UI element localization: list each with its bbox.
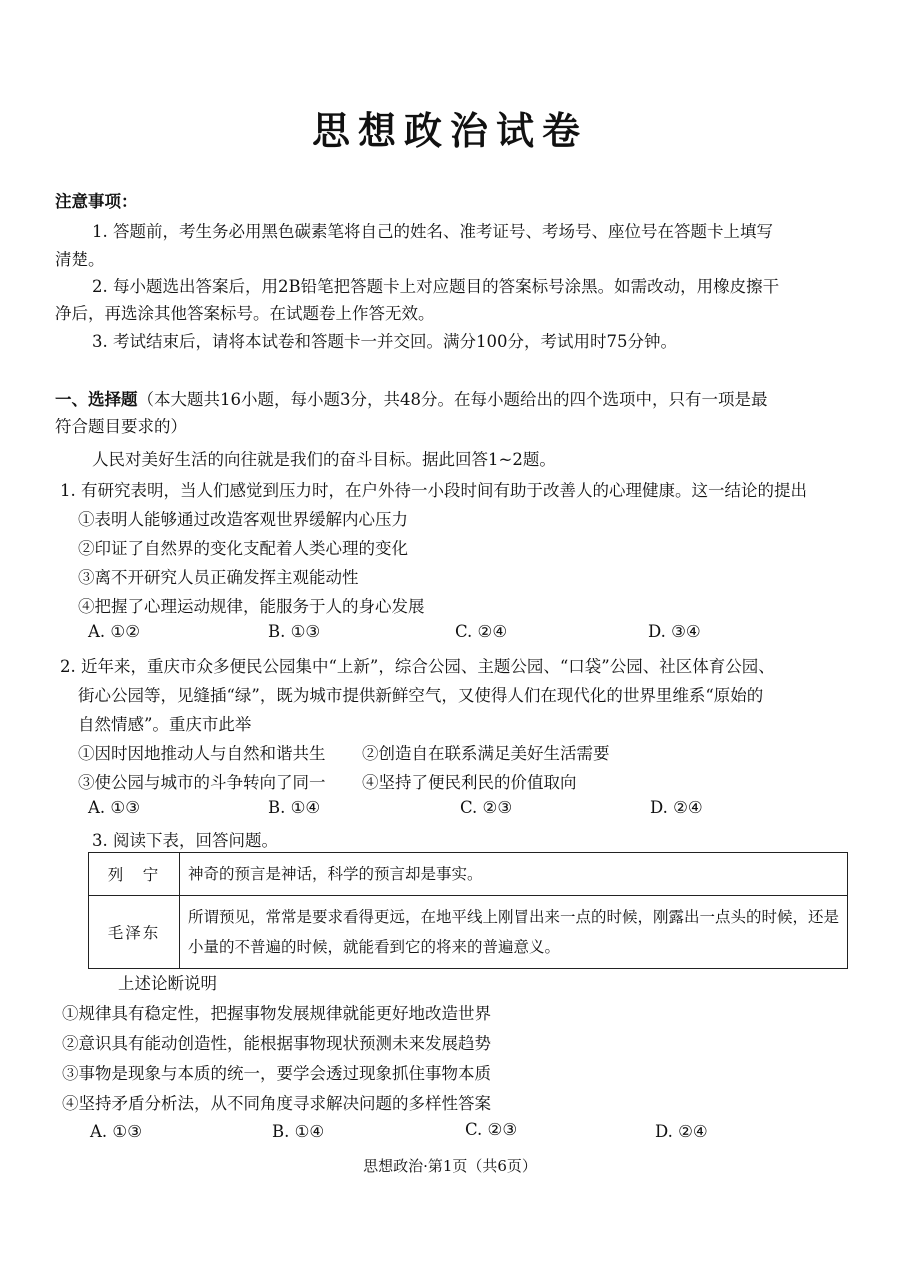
question-2-stem: 街心公园等，见缝插“绿”，既为城市提供新鲜空气，又使得人们在现代化的世界里维系“原始的: [78, 686, 764, 705]
table-row: [89, 896, 848, 969]
page-footer: 思想政治·第1页（共6页）: [363, 1157, 537, 1175]
q3-option-d: D. ②④: [655, 1122, 708, 1141]
q3-item: ①规律具有稳定性，把握事物发展规律就能更好地改造世界: [62, 1004, 491, 1023]
q3-option-b: B. ①④: [272, 1122, 325, 1141]
q3-item: ②意识具有能动创造性，能根据事物现状预测未来发展趋势: [62, 1034, 491, 1053]
q3-item: ③事物是现象与本质的统一，要学会透过现象抓住事物本质: [62, 1064, 491, 1083]
section-desc: （本大题共16小题，每小题3分，共48分。在每小题给出的四个选项中，只有一项是最: [137, 390, 768, 409]
q2-item: ②创造自在联系满足美好生活需要: [362, 744, 610, 763]
quote-table: [88, 852, 848, 969]
question-3-stem: 3. 阅读下表，回答问题。: [92, 831, 278, 850]
q2-option-b: B. ①④: [268, 798, 321, 817]
section-title: 一、选择题: [55, 390, 138, 409]
notice-item: 净后，再选涂其他答案标号。在试题卷上作答无效。: [55, 304, 435, 323]
notice-item: 1. 答题前，考生务必用黑色碳素笔将自己的姓名、准考证号、考场号、座位号在答题卡上填写: [92, 222, 773, 241]
q1-item: ②印证了自然界的变化支配着人类心理的变化: [78, 539, 408, 558]
q1-item: ③离不开研究人员正确发挥主观能动性: [78, 568, 359, 587]
q1-option-b: B. ①③: [268, 622, 321, 641]
q1-option-d: D. ③④: [648, 622, 701, 641]
q3-lead: 上述论断说明: [118, 974, 217, 993]
q1-option-c: C. ②④: [455, 622, 508, 641]
q3-option-a: A. ①③: [90, 1122, 142, 1141]
question-2-stem: 2. 近年来，重庆市众多便民公园集中“上新”，综合公园、主题公园、“口袋”公园、社区体育公园、: [60, 657, 775, 676]
q2-option-a: A. ①③: [88, 798, 140, 817]
quote-text: 神奇的预言是神话，科学的预言却是事实。: [180, 853, 848, 896]
notice-item: 2. 每小题选出答案后，用2B铅笔把答题卡上对应题目的答案标号涂黑。如需改动，用橡皮擦干: [92, 277, 780, 296]
quote-text: 所谓预见，常常是要求看得更远，在地平线上刚冒出来一点的时候，刚露出一点头的时候，还是小量的不普遍的时候，就能看到它的将来的普遍意义。: [180, 896, 848, 969]
notice-item: 3. 考试结束后，请将本试卷和答题卡一并交回。满分100分，考试用时75分钟。: [92, 332, 677, 351]
section-intro: 人民对美好生活的向往就是我们的奋斗目标。据此回答1~2题。: [92, 450, 556, 469]
notice-heading: 注意事项：: [55, 192, 138, 211]
q1-item: ①表明人能够通过改造客观世界缓解内心压力: [78, 510, 408, 529]
q2-option-c: C. ②③: [460, 798, 513, 817]
q2-option-d: D. ②④: [650, 798, 703, 817]
notice-item: 清楚。: [55, 250, 105, 269]
q1-item: ④把握了心理运动规律，能服务于人的身心发展: [78, 597, 425, 616]
q1-option-a: A. ①②: [88, 622, 140, 641]
quote-author: 列 宁: [89, 853, 180, 896]
q3-option-c: C. ②③: [465, 1120, 518, 1139]
question-2-stem: 自然情感”。重庆市此举: [78, 715, 252, 734]
page-title: 思想政治试卷: [311, 109, 588, 153]
question-1-stem: 1. 有研究表明，当人们感觉到压力时，在户外待一小段时间有助于改善人的心理健康。这一结论的提出: [60, 481, 807, 500]
quote-author: 毛泽东: [89, 896, 180, 969]
table-row: [89, 853, 848, 896]
q3-item: ④坚持矛盾分析法，从不同角度寻求解决问题的多样性答案: [62, 1094, 491, 1113]
q2-item: ④坚持了便民利民的价值取向: [362, 773, 577, 792]
section-desc: 符合题目要求的）: [55, 417, 187, 436]
section-heading: [55, 386, 768, 410]
q2-item: ③使公园与城市的斗争转向了同一: [78, 773, 326, 792]
q2-item: ①因时因地推动人与自然和谐共生: [78, 744, 326, 763]
